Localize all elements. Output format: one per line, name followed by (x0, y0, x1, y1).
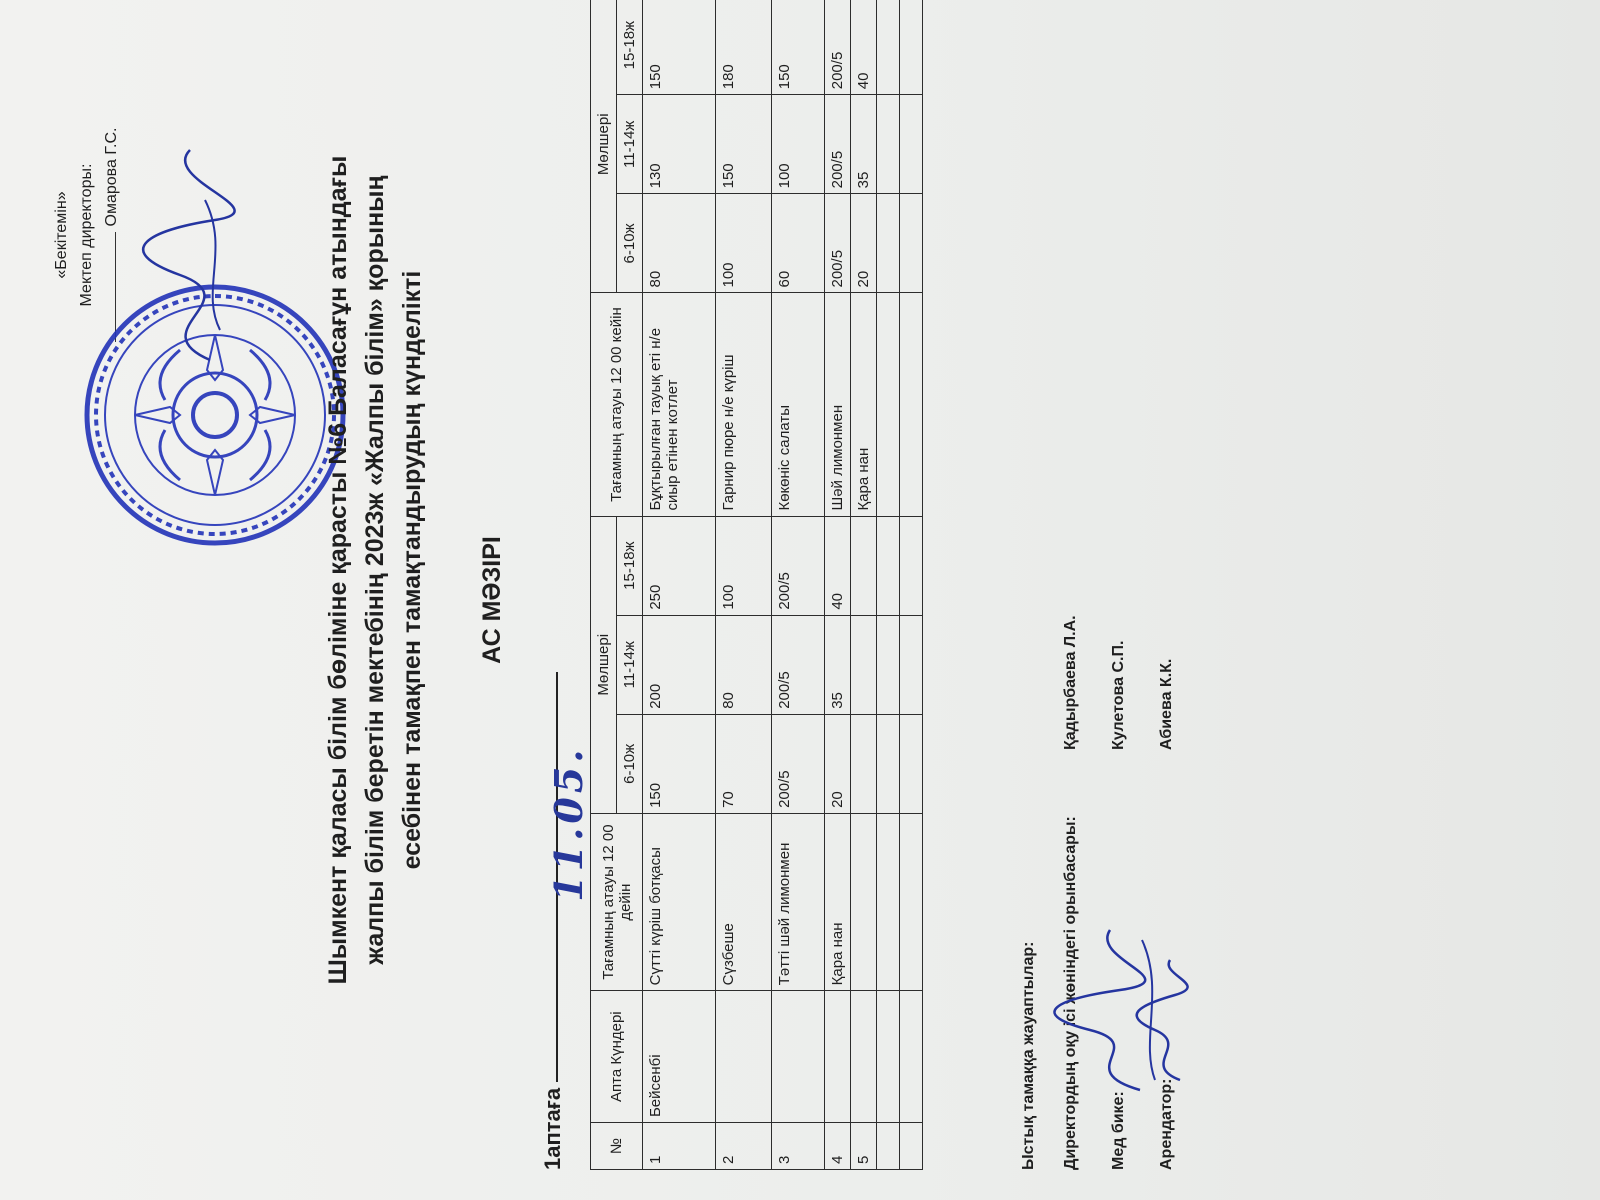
cell-qty: 80 (643, 194, 716, 293)
cell-qty: 150 (716, 95, 772, 194)
cell-qty: 80 (716, 615, 772, 714)
cell-qty: 60 (772, 194, 825, 293)
cell-meal-after: Шәй лимонмен (825, 293, 851, 516)
week-date-line (546, 672, 591, 1082)
cell-qty (900, 0, 923, 95)
cell-qty: 100 (716, 194, 772, 293)
cell-qty (877, 615, 900, 714)
cell-qty: 35 (851, 95, 877, 194)
cell-meal-before: Сүтті күріш ботқасы (643, 813, 716, 990)
cell-meal-after: Бұқтырылған тауық еті н/е сиыр етінен котлет (643, 293, 716, 516)
cell-num: 2 (716, 1123, 772, 1170)
tenant-name: Абиева К.К. (1158, 658, 1175, 750)
cell-day (716, 991, 772, 1123)
title-line-1: Шымкент қаласы білім бөліміне қарасты №6 Баласағұн атындағы (324, 155, 352, 985)
table-row (851, 0, 877, 1170)
table-row (900, 0, 923, 1170)
cell-qty (877, 194, 900, 293)
cell-num: 3 (772, 1123, 825, 1170)
cell-qty (877, 0, 900, 95)
cell-meal-after: Қара нан (851, 293, 877, 516)
header-age-11-14: 11-14ж (617, 615, 643, 714)
cell-qty: 35 (825, 615, 851, 714)
cell-qty (877, 714, 900, 813)
cell-qty: 180 (716, 0, 772, 95)
cell-day: Бейсенбі (643, 991, 716, 1123)
nurse-name: Кулетова С.П. (1110, 640, 1127, 750)
title-line-2: жалпы білім беретін мектебінің 2023ж «Жалпы білім» қорының (361, 175, 389, 965)
week-label: 1аптаға (540, 1087, 565, 1170)
cell-qty (851, 714, 877, 813)
tenant-label: Арендатор: (1158, 1078, 1175, 1170)
cell-qty (877, 516, 900, 615)
table-row (877, 0, 900, 1170)
director-signature-icon (120, 140, 260, 370)
staff-heading: Ыстық тамаққа жауаптылар: (1020, 941, 1037, 1170)
cell-qty: 200/5 (825, 95, 851, 194)
header-qty-before: Мөлшері (591, 516, 617, 813)
header-age-11-14-after: 11-14ж (617, 95, 643, 194)
cell-meal-before (877, 813, 900, 990)
cell-qty: 40 (851, 0, 877, 95)
cell-num: 5 (851, 1123, 877, 1170)
header-meal-before: Тағамның атауы 12 00 дейін (591, 813, 643, 990)
cell-meal-after: Көкөніс салаты (772, 293, 825, 516)
approval-position: Мектеп директоры: (77, 163, 95, 307)
cell-qty: 150 (643, 714, 716, 813)
cell-qty: 200/5 (772, 714, 825, 813)
cell-qty (900, 194, 923, 293)
menu-title: АС МӘЗІРІ (478, 536, 506, 664)
cell-day (825, 991, 851, 1123)
nurse-label: Мед бике: (1110, 1091, 1127, 1170)
cell-qty: 150 (643, 0, 716, 95)
cell-num (877, 1123, 900, 1170)
cell-day (772, 991, 825, 1123)
deputy-label: Директордың оқу ісі жөніндегі орынбасары: (1062, 816, 1079, 1170)
cell-qty: 200/5 (772, 615, 825, 714)
cell-day (877, 991, 900, 1123)
cell-qty (900, 95, 923, 194)
cell-num: 4 (825, 1123, 851, 1170)
cell-meal-after (877, 293, 900, 516)
cell-qty (851, 516, 877, 615)
header-num: № (591, 1123, 643, 1170)
cell-qty: 70 (716, 714, 772, 813)
header-qty-after: Мөлшері (591, 0, 617, 293)
cell-meal-after (900, 293, 923, 516)
cell-meal-before: Сүзбеше (716, 813, 772, 990)
cell-qty: 150 (772, 0, 825, 95)
tenant-signature-icon (1130, 950, 1200, 1090)
cell-qty (877, 95, 900, 194)
cell-qty: 130 (643, 95, 716, 194)
header-age-6-10: 6-10ж (617, 714, 643, 813)
header-age-6-10-after: 6-10ж (617, 194, 643, 293)
menu-table (590, 0, 923, 1170)
table-row (772, 0, 825, 1170)
table-row (716, 0, 772, 1170)
cell-num (900, 1123, 923, 1170)
cell-qty: 20 (851, 194, 877, 293)
cell-qty: 200 (643, 615, 716, 714)
cell-qty (851, 615, 877, 714)
approval-heading: «Бекітемін» (53, 191, 70, 279)
table-row (643, 0, 716, 1170)
week-label-row (540, 672, 591, 1170)
cell-qty: 20 (825, 714, 851, 813)
title-line-3: есебінен тамақпен тамақтандырудың күнделікті (398, 270, 426, 870)
cell-qty: 40 (825, 516, 851, 615)
header-meal-after: Тағамның атауы 12 00 кейін (591, 293, 643, 516)
header-age-15-18: 15-18ж (617, 516, 643, 615)
cell-qty (900, 516, 923, 615)
week-date: 11.05. (546, 745, 591, 902)
cell-meal-before (851, 813, 877, 990)
cell-meal-before: Қара нан (825, 813, 851, 990)
cell-day (900, 991, 923, 1123)
cell-qty (900, 714, 923, 813)
cell-qty: 200/5 (825, 194, 851, 293)
table-row (825, 0, 851, 1170)
deputy-name: Қадырбаева Л.А. (1062, 615, 1079, 750)
header-age-15-18-after: 15-18ж (617, 0, 643, 95)
cell-qty: 100 (772, 95, 825, 194)
cell-meal-before (900, 813, 923, 990)
cell-qty: 200/5 (772, 516, 825, 615)
cell-day (851, 991, 877, 1123)
cell-num: 1 (643, 1123, 716, 1170)
approval-name: Омарова Г.С. (102, 127, 120, 227)
header-day: Апта Күндері (591, 991, 643, 1123)
document-title (320, 80, 431, 1060)
cell-qty: 200/5 (825, 0, 851, 95)
cell-qty (900, 615, 923, 714)
cell-meal-before: Тәтті шәй лимонмен (772, 813, 825, 990)
cell-qty: 250 (643, 516, 716, 615)
cell-meal-after: Гарнир пюре н/е күріш (716, 293, 772, 516)
cell-qty: 100 (716, 516, 772, 615)
